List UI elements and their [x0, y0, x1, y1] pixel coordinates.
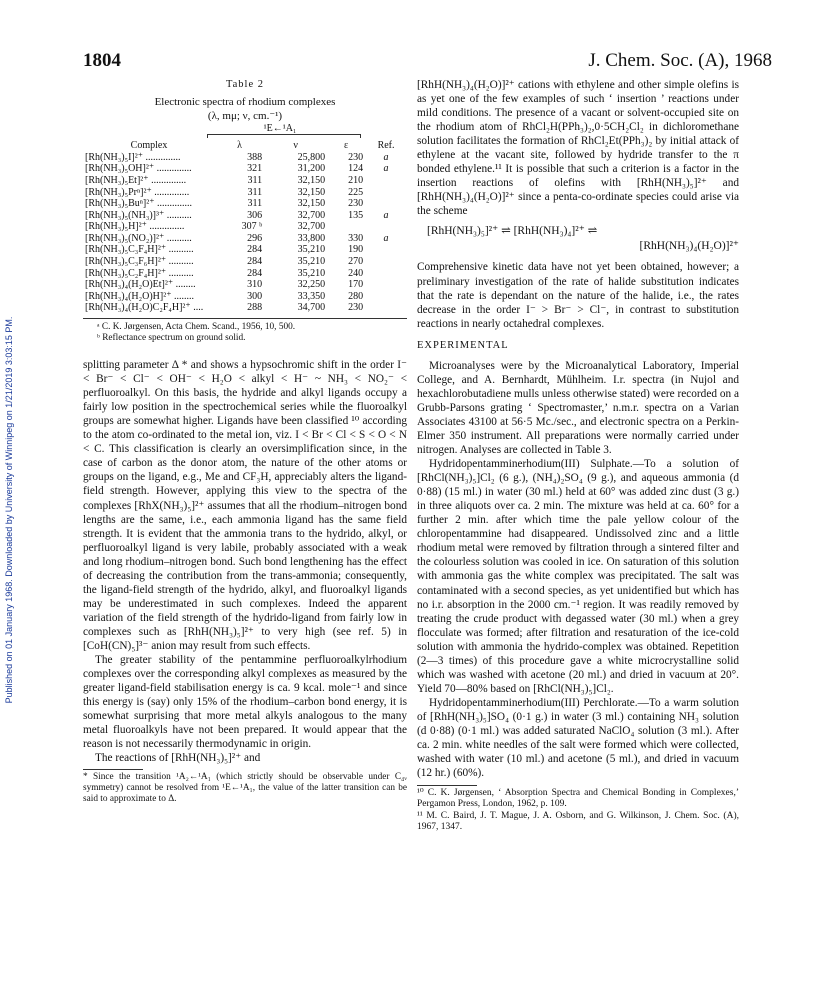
- right-paragraph-1: [RhH(NH₃)₄(H₂O)]²⁺ cations with ethylene and other simple olefins is as yet one of the few examples of such ‘ insertion ’ reactions under mild conditions. The presence of a vacant or solvent-occupied site on the rhodium atom of RhCl₂H(PPh₃)₂,0·5CH₂Cl₂ in dichloromethane solution facilitates the formation of RhCl₂Et(PPh₃)₂ by initial attack of ethylene at the vacant site, followed by hydride transfer to the π bonded ethylene.¹¹ It is possible that such a criterion is a factor in the insertion reactions of olefins with [RhH(NH₃)₅]²⁺ and [RhH(NH₃)₄(H₂O)]²⁺ since a penta-co-ordinate species could arise via the scheme: [417, 79, 739, 218]
- table-row: [83, 198, 407, 210]
- left-paragraph-3: The reactions of [RhH(NH₃)₅]²⁺ and: [95, 752, 261, 765]
- table-row: [83, 233, 407, 245]
- scheme-line-2: [RhH(NH₃)₄(H₂O)]²⁺: [639, 240, 739, 253]
- table-units: (λ, mμ; ν, cm.⁻¹): [207, 110, 283, 123]
- cell-nu: 32,150: [297, 186, 326, 198]
- cell-epsilon: [327, 221, 365, 233]
- cell-ref: a: [383, 151, 389, 163]
- cell-epsilon: 170: [348, 279, 364, 291]
- reference-10: ¹⁰ C. K. Jørgensen, ‘ Absorption Spectra and Chemical Bonding in Complexes,’ Pergamon Press, London, 1962, p. 109.: [417, 788, 739, 810]
- right-paragraph-4: Hydridopentamminerhodium(III) Sulphate.—To a solution of [RhCl(NH₃)₅]Cl₂ (6 g.), (NH₄)₂SO₄ (9 g.), and aqueous ammonia (d 0·88) (15 ml.) in water (30 ml.) held at 60° was added zinc dust (3 g.) in three aliquots over ca. 2 min. The mixture was held at ca. 60° for a further 2 min. after which time the pale yellow colour of the chloropentammine had disappeared. Undissolved zinc and a little rhodium metal were removed by filtration through a sintered filter and the colourless solution was cooled in ice. On saturation of this solution with ammonia gas the white complex was precipitated. The salt was contaminated with a second species, as yet unidentified but which has no i.r. absorption in the 2000 cm.⁻¹ region. It was readily removed by treating the crude product with degassed water (30 ml.) when a grey flocculate was formed; after filtration and resaturation of the ice-cold solution with ammonia the hydrido-complex was obtained. Repetition (2—3 times) of this procedure gave a white microcrystalline solid which was washed with acetone (20 ml.) and dried in vacuum at 20°. Yield 70—80% based on [RhCl(NH₃)₅]Cl₂.: [417, 458, 739, 695]
- cell-complex: [Rh(NH₃)₅(NO₂)]²⁺ ..........: [85, 232, 192, 244]
- right-paragraph-5: Hydridopentamminerhodium(III) Perchlorate.—To a warm solution of [RhH(NH₃)₅]SO₄ (0·1 g.) in water (3 ml.) containing NH₃ solution (d 0·88) (0·1 ml.) was added saturated NaClO₄ solution (3 ml.). After ca. 2 min. white needles of the salt were formed which were collected, washed with water (10 ml.) and acetone (5 ml.), and dried in vacuum (12 hr.) (60%).: [417, 696, 739, 780]
- cell-complex: [Rh(NH₃)₅H]²⁺ ..............: [85, 221, 185, 233]
- cell-lambda: 296: [247, 232, 263, 244]
- cell-ref: [365, 221, 407, 233]
- right-paragraph-2: Comprehensive kinetic data have not yet been obtained, however; a preliminary investigation of the rate of halide substitution indicates that the rate is dependant on the nature of the halide, i.e., the rates decrease in the order I⁻ > Br⁻ > Cl⁻, in contrast to substitution reactions in nearly octahedral complexes.: [417, 261, 739, 330]
- cell-nu: 32,250: [297, 279, 326, 291]
- cell-nu: 33,350: [297, 290, 326, 302]
- table-header-row: [83, 140, 407, 152]
- table-row: [83, 256, 407, 268]
- cell-ref: [365, 279, 407, 291]
- col-nu: ν: [293, 140, 298, 152]
- cell-lambda: 311: [247, 186, 263, 198]
- cell-epsilon: 230: [348, 302, 364, 314]
- cell-lambda: 321: [247, 163, 263, 175]
- cell-complex: [Rh(NH₃)₄(H₂O)H]²⁺ ........: [85, 290, 194, 302]
- cell-complex: [Rh(NH₃)₅Prⁿ]²⁺ ..............: [85, 186, 190, 198]
- table-row: [83, 163, 407, 175]
- cell-epsilon: 270: [348, 256, 364, 268]
- cell-epsilon: 230: [348, 198, 364, 210]
- cell-lambda: 300: [247, 290, 263, 302]
- download-watermark: [2, 210, 16, 810]
- cell-lambda: 306: [247, 209, 263, 221]
- transition-brace: [207, 134, 361, 138]
- col-lambda: λ: [237, 140, 243, 152]
- cell-complex: [Rh(NH₃)₄(H₂O)Et]²⁺ ........: [85, 279, 196, 291]
- cell-lambda: 311: [247, 174, 263, 186]
- cell-nu: 32,150: [297, 198, 326, 210]
- watermark-text: Published on 01 January 1968. Downloaded by University of Winnipeg on 1/21/2019 3:03:15 PM.: [4, 316, 14, 704]
- left-paragraph-2: The greater stability of the pentammine perfluoroalkylrhodium complexes over the corresponding alkyl complexes as measured by the greater ligand-field stabilisation energy is ca. 9 kcal. mole⁻¹ and since this energy is (say) only 15% of the rhodium–carbon bond energy, it is somewhat surprising that more metal alkyls analogous to the many metal fluoroalkyls have not been prepared. It would appear that the reason is not necessarily thermodynamic in origin.: [83, 654, 407, 751]
- table-row: [83, 210, 407, 222]
- cell-ref: [365, 291, 407, 303]
- cell-nu: 35,210: [297, 256, 326, 268]
- cell-complex: [Rh(NH₃)₄(H₂O)C₂F₄H]²⁺ ....: [85, 302, 204, 314]
- cell-complex: [Rh(NH₃)₅OH]²⁺ ..............: [85, 163, 192, 175]
- right-column: [417, 78, 739, 833]
- cell-nu: 31,200: [297, 163, 326, 175]
- cell-complex: [Rh(NH₃)₅I]²⁺ ..............: [85, 151, 181, 163]
- cell-lambda: 288: [247, 302, 263, 314]
- cell-nu: 32,150: [297, 174, 326, 186]
- cell-ref: [365, 244, 407, 256]
- journal-header: J. Chem. Soc. (A), 1968: [588, 50, 772, 71]
- page-number: 1804: [83, 50, 121, 71]
- cell-epsilon: 240: [348, 267, 364, 279]
- cell-lambda: 284: [247, 267, 263, 279]
- table-row: [83, 187, 407, 199]
- cell-ref: [365, 256, 407, 268]
- cell-nu: 34,700: [297, 302, 326, 314]
- reaction-scheme: [417, 224, 739, 254]
- cell-ref: [365, 175, 407, 187]
- cell-complex: [Rh(NH₃)₅C₃F₄H]²⁺ ..........: [85, 244, 194, 256]
- cell-complex: [Rh(NH₃)₅Buⁿ]²⁺ ..............: [85, 198, 193, 210]
- table-row: [83, 268, 407, 280]
- transition-label: ¹E←¹A₁: [263, 123, 297, 135]
- cell-epsilon: 190: [348, 244, 364, 256]
- cell-ref: a: [383, 209, 389, 221]
- cell-nu: 32,700: [297, 209, 326, 221]
- col-complex: Complex: [130, 140, 168, 152]
- refs-rule: [417, 785, 477, 786]
- reference-11: ¹¹ M. C. Baird, J. T. Mague, J. A. Osborn, and G. Wilkinson, J. Chem. Soc. (A), 1967, 1347.: [417, 810, 739, 832]
- table-note-a: ᵃ C. K. Jørgensen, Acta Chem. Scand., 1956, 10, 500.: [97, 322, 296, 333]
- cell-epsilon: 210: [348, 174, 364, 186]
- table-row: [83, 291, 407, 303]
- cell-lambda: 310: [247, 279, 263, 291]
- table-row: [83, 302, 407, 314]
- cell-ref: [365, 302, 407, 314]
- cell-lambda: 311: [247, 198, 263, 210]
- table-rule: [83, 318, 407, 319]
- cell-lambda: 307 ᵇ: [241, 221, 263, 233]
- right-paragraph-3: Microanalyses were by the Microanalytical Laboratory, Imperial College, and A. Bernhardt, Mühlheim. I.r. spectra (in Nujol and hexachlorobutadiene mulls unless otherwise stated) were recorded on a Grubb-Parsons grating ‘ Spectromaster,’ n.m.r. spectra on a Varian Associates 43100 at 56·5 Mc./sec., and electronic spectra on a Perkin-Elmer 350 instrument. All preparations were normally carried under nitrogen. Analyses are collected in Table 3.: [417, 359, 739, 457]
- table-label: Table 2: [225, 79, 265, 90]
- table-row: [83, 279, 407, 291]
- left-paragraph-1: splitting parameter Δ * and shows a hypsochromic shift in the order I⁻ < Br⁻ < Cl⁻ < OH⁻ < H₂O < alkyl < H⁻ ~ NH₃ < NO₂⁻ < perfluoroalkyl. On this basis, the hydride and alkyl ligands occupy a fairly low position in the spectrochemical series while the fluoroalkyl groups are somewhat higher. Ligands have been classified ¹⁰ according to the atom co-ordinated to the metal ion, viz. I < Br < Cl < S < O < N < C. This classification is clearly an oversimplification since, in the case of carbon as the donor atom, the nature of the other atoms or groups on the ligand, e.g., Me and CF₃H, appreciably alters the ligand-field strength. However, applying this view to the spectra of the complexes [RhX(NH₃)₅]²⁺ assumes that all the rhodium–nitrogen bond lengths are the same, i.e., each ammonia ligand has the same field strength. It is evident that the ammonia trans to the hydrido, alkyl, or perfluoroalkyl ligand is very labile, probably associated with a weak and long rhodium–nitrogen bond. Such bond lengthening has the effect of decreasing the contribution from the trans-ammonia; consequently, the ligand-field strength of the hydrido, alkyl, and fluoroalkyl ligands may be underestimated in such complexes. Indeed the apparent variation of the field strength of the hydrido-ligand from fairly low in complexes such as [RhH(NH₃)₅]²⁺ to very high (see ref. 5) in [CoH(CN)₅]³⁻ anion may result from such effects.: [83, 359, 407, 652]
- cell-lambda: 284: [247, 256, 263, 268]
- cell-nu: 32,700: [297, 221, 326, 233]
- cell-lambda: 284: [247, 244, 263, 256]
- cell-ref: [365, 268, 407, 280]
- table-note-b: ᵇ Reflectance spectrum on ground solid.: [97, 333, 246, 344]
- table-row: [83, 221, 407, 233]
- cell-epsilon: 230: [348, 151, 364, 163]
- footnote: * Since the transition ¹A₂←¹A₁ (which strictly should be observable under C₄ᵥ symmetry) cannot be resolved from ¹E←¹A₁, the value of the latter transition can be said to approximate to Δ.: [83, 772, 407, 805]
- references: [417, 788, 739, 833]
- section-heading: EXPERIMENTAL: [417, 339, 509, 351]
- cell-ref: a: [383, 163, 389, 175]
- cell-ref: [365, 187, 407, 199]
- spectra-table: [83, 140, 407, 314]
- table-row: [83, 244, 407, 256]
- cell-epsilon: 135: [348, 209, 364, 221]
- scheme-line-1: [RhH(NH₃)₅]²⁺ ⇌ [RhH(NH₃)₄]²⁺ ⇌: [427, 225, 598, 238]
- cell-complex: [Rh(NH₃)₅C₃F₆H]²⁺ ..........: [85, 256, 194, 268]
- cell-lambda: 388: [247, 151, 263, 163]
- table-caption: [83, 78, 407, 123]
- cell-nu: 33,800: [297, 232, 326, 244]
- left-column: [83, 78, 407, 805]
- cell-complex: [Rh(NH₃)₅Et]²⁺ ..............: [85, 174, 187, 186]
- cell-complex: [Rh(NH₃)₅(NH₃)]³⁺ ..........: [85, 209, 192, 221]
- cell-epsilon: 124: [348, 163, 364, 175]
- cell-nu: 35,210: [297, 244, 326, 256]
- footnote-rule: [83, 769, 143, 770]
- cell-ref: [365, 198, 407, 210]
- table-row: [83, 152, 407, 164]
- cell-nu: 35,210: [297, 267, 326, 279]
- cell-epsilon: 330: [348, 232, 364, 244]
- col-epsilon: ε: [344, 140, 349, 152]
- cell-ref: a: [383, 232, 389, 244]
- transition-heading: [83, 123, 407, 138]
- cell-epsilon: 280: [348, 290, 364, 302]
- table-row: [83, 175, 407, 187]
- cell-complex: [Rh(NH₃)₅C₂F₄H]²⁺ ..........: [85, 267, 194, 279]
- cell-epsilon: 225: [348, 186, 364, 198]
- cell-nu: 25,800: [297, 151, 326, 163]
- col-ref: Ref.: [377, 140, 395, 152]
- table-notes: [83, 322, 407, 344]
- table-title: Electronic spectra of rhodium complexes: [154, 96, 336, 109]
